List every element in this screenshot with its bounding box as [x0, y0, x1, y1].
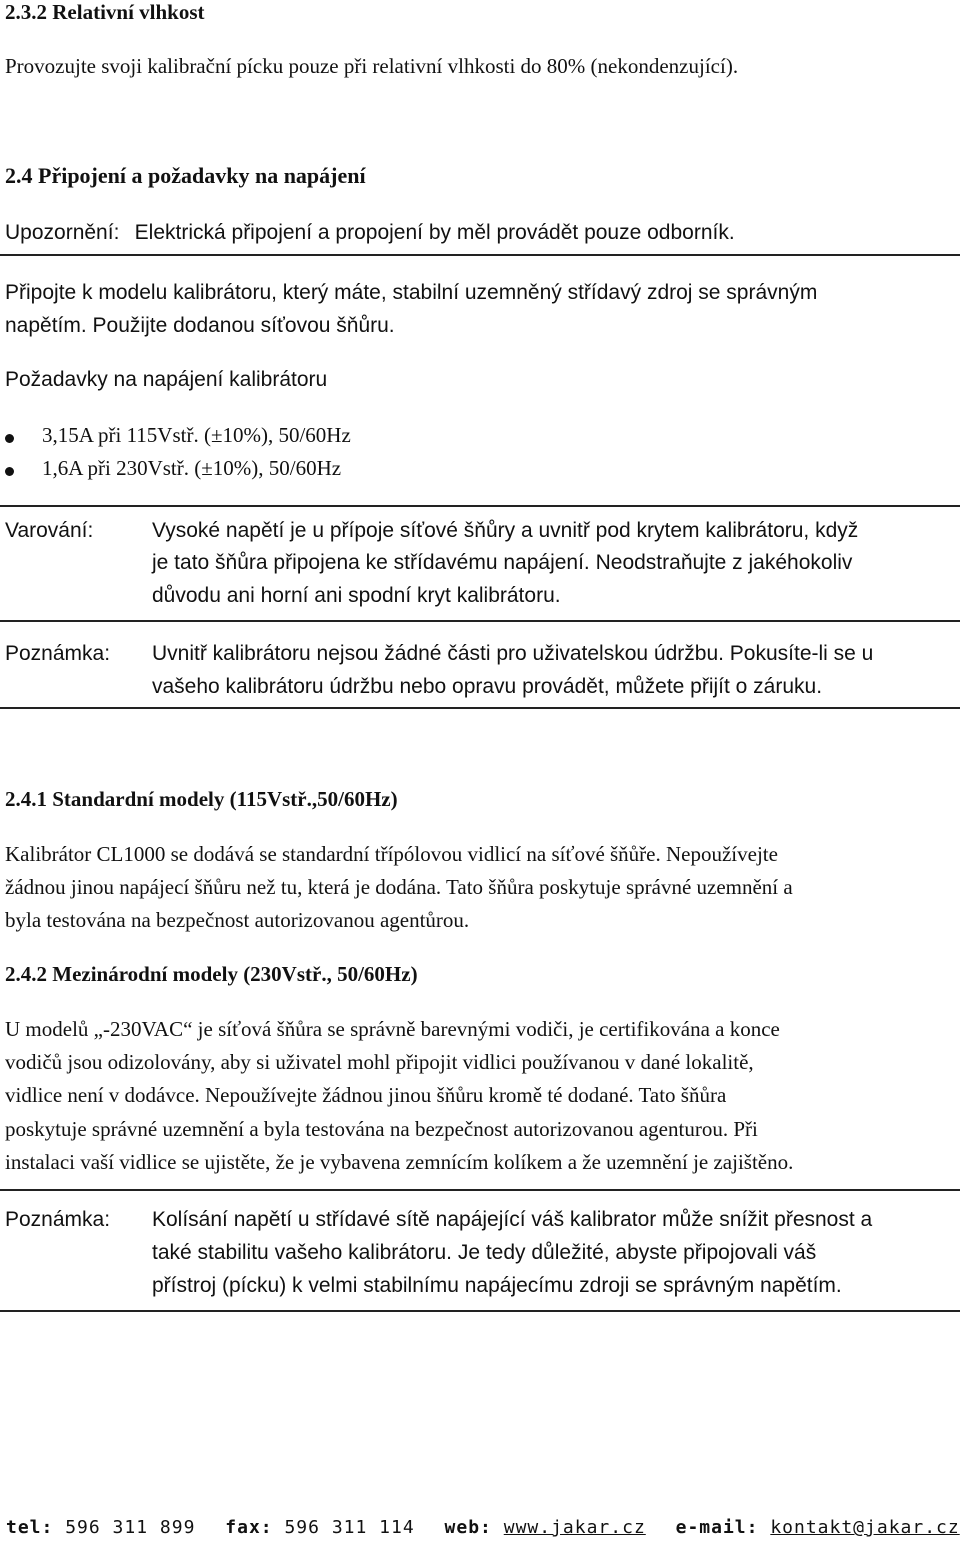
- upozorneni-label: Upozornění:: [5, 221, 120, 244]
- requirement-item-2: 1,6A při 230Vstř. (±10%), 50/60Hz: [42, 456, 342, 480]
- section-heading-232: 2.3.2 Relativní vlhkost: [5, 0, 205, 24]
- poznamka-line-1: Uvnitř kalibrátoru nejsou žádné části pro uživatelskou údržbu. Pokusíte-li se u: [152, 642, 874, 665]
- requirement-item-1: 3,15A při 115Vstř. (±10%), 50/60Hz: [42, 423, 351, 447]
- fax-label: fax:: [225, 1517, 273, 1538]
- poznamka-label: Poznámka:: [5, 642, 111, 665]
- divider: [0, 620, 960, 622]
- divider: [0, 707, 960, 709]
- varovani-line-1: Vysoké napětí je u přípoje síťové šňůry a uvnitř pod krytem kalibrátoru, když: [152, 519, 859, 542]
- divider: [0, 254, 960, 256]
- varovani-line-3: důvodu ani horní ani spodní kryt kalibrátoru.: [152, 584, 561, 607]
- email-label: e-mail:: [675, 1517, 759, 1538]
- web-label: web:: [444, 1517, 492, 1538]
- divider: [0, 1189, 960, 1191]
- intl-models-line-5: instalaci vaší vidlice se ujistěte, že je vybavena zemnícím kolíkem a že uzemnění je zajištěno.: [5, 1150, 794, 1174]
- poznamka-line-2: vašeho kalibrátoru údržbu nebo opravu provádět, můžete přijít o záruku.: [152, 675, 823, 698]
- connect-text-line-2: napětím. Použijte dodanou síťovou šňůru.: [5, 314, 395, 337]
- connect-text-line-1: Připojte k modelu kalibrátoru, který máte, stabilní uzemněný střídavý zdroj se správným: [5, 281, 818, 304]
- intl-models-line-4: poskytuje správné uzemnění a byla testována na bezpečnost autorizovanou agenturou. Při: [5, 1117, 758, 1141]
- divider: [0, 1310, 960, 1312]
- varovani-label: Varování:: [5, 519, 94, 542]
- warning-electrician-row: [5, 220, 735, 245]
- poznamka2-line-1: Kolísání napětí u střídavé sítě napájející váš kalibrator může snížit přesnost a: [152, 1208, 873, 1231]
- standard-models-line-1: Kalibrátor CL1000 se dodává se standardní třípólovou vidlicí na síťové šňůře. Nepoužívejte: [5, 842, 778, 866]
- section-heading-24: 2.4 Připojení a požadavky na napájení: [5, 163, 366, 188]
- email-link[interactable]: kontakt@jakar.cz: [770, 1517, 960, 1538]
- tel-label: tel:: [6, 1517, 54, 1538]
- standard-models-line-2: žádnou jinou napájecí šňůru než tu, která je dodána. Tato šňůra poskytuje správné uzemnění a: [5, 875, 793, 899]
- footer-contact: [6, 1517, 960, 1538]
- web-link[interactable]: www.jakar.cz: [503, 1517, 646, 1538]
- divider: [0, 505, 960, 507]
- intl-models-line-1: U modelů „-230VAC“ je síťová šňůra se správně barevnými vodiči, je certifikována a konce: [5, 1017, 780, 1041]
- section-heading-242: 2.4.2 Mezinárodní modely (230Vstř., 50/60Hz): [5, 962, 418, 986]
- tel-value: 596 311 899: [65, 1517, 196, 1538]
- varovani-line-2: je tato šňůra připojena ke střídavému napájení. Neodstraňujte z jakéhokoliv: [152, 551, 853, 574]
- poznamka-label-2: Poznámka:: [5, 1208, 111, 1231]
- poznamka2-line-3: přístroj (pícku) k velmi stabilnímu napájecímu zdroji se správným napětím.: [152, 1274, 842, 1297]
- bullet-icon: [5, 467, 14, 476]
- intl-models-line-2: vodičů jsou odizolovány, aby si uživatel mohl připojit vidlici používanou v dané lokalitě,: [5, 1050, 754, 1074]
- section-heading-241: 2.4.1 Standardní modely (115Vstř.,50/60Hz): [5, 787, 398, 811]
- standard-models-line-3: byla testována na bezpečnost autorizovanou agentůrou.: [5, 908, 470, 932]
- bullet-icon: [5, 434, 14, 443]
- humidity-paragraph: Provozujte svoji kalibrační pícku pouze při relativní vlhkosti do 80% (nekondenzující).: [5, 54, 739, 78]
- upozorneni-text: Elektrická připojení a propojení by měl provádět pouze odborník.: [134, 221, 735, 244]
- poznamka2-line-2: také stabilitu vašeho kalibrátoru. Je tedy důležité, abyste připojovali váš: [152, 1241, 817, 1264]
- intl-models-line-3: vidlice není v dodávce. Nepoužívejte žádnou jinou šňůru kromě té dodané. Tato šňůra: [5, 1083, 727, 1107]
- fax-value: 596 311 114: [284, 1517, 415, 1538]
- requirements-title: Požadavky na napájení kalibrátoru: [5, 368, 328, 391]
